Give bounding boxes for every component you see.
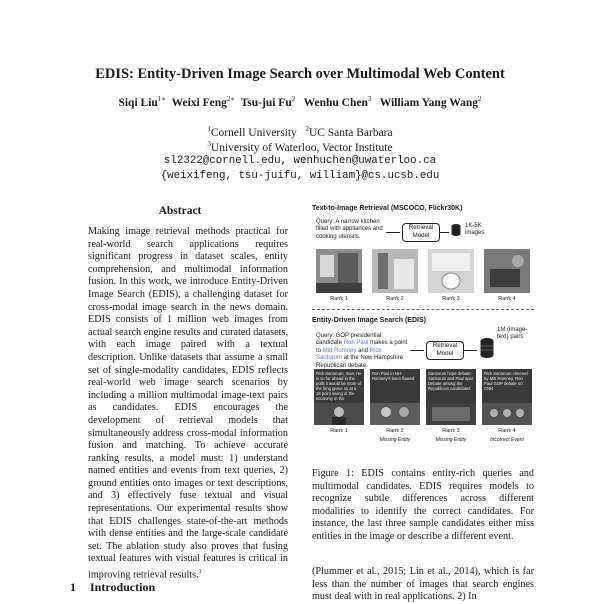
rank-label: Rank 1 [330,428,348,434]
section-number: 1 [70,580,76,594]
bathroom-photo [428,249,474,293]
candidate-card: Santorum hope debate: Santorum and Paul spar Debate among the Republican candidates [426,369,476,403]
section-title: Introduction [90,580,156,594]
email-line-2: {weixifeng, tsu-juifu, william}@cs.ucsb.edu [160,170,440,182]
database-icon [451,223,461,237]
author-name: Tsu-jui Fu [240,96,292,109]
author-sup: 1∗ [157,95,167,103]
query-entity: Ron Paul [343,340,369,347]
query-text: Query: GOP presidential candidate [316,333,382,347]
query-text: makes a point to [316,340,408,354]
author-list [0,95,600,109]
author-name: William Yang Wang [379,96,479,109]
clutter-photo [484,249,530,293]
abstract-body [88,226,288,582]
top-db-label: 1K-5K images [465,223,485,237]
figure-1 [312,205,534,463]
right-column-text: (Plummer et al., 2015; Lin et al., 2014), which is far less than the number of images that search engines must deal with in real applications. 2) In [312,566,534,603]
footnote-mark: 1 [198,569,202,576]
author-name: Siqi Liu [118,96,158,109]
rank-label: Rank 3 [442,428,460,434]
author-sup: 3 [367,95,372,103]
error-tag: Missing Entity [379,437,411,443]
debate-photo [482,403,532,425]
query-text: and [358,347,369,354]
abstract-text: Making image retrieval methods practical for real-world search applications requires significant progress in dataset scales, entity comprehension, and multimodal information fusion. In this work, we introduce Entity-Driven Image Search (EDIS), a challenging dataset for cross-modal image search in the news domain. EDIS consists of 1 million web images from actual search engine results and curated datasets, with each image paired with a textual description. Unlike datasets that assume a small set of single-modality candidates, EDIS reflects real-world web image search scenarios by including a million multimodal image-text pairs as candidates. EDIS encourages the development of retrieval models that simultaneously address cross-modal information fusion and matching. To achieve accurate ranking results, a model must: 1) understand named entities and events from text queries, 2) ground entities onto images or text descriptions, and 3) effectively fuse textual and visual representations. Our experimental results show that EDIS challenges state-of-the-art methods with dense entities and the large-scale candidate set. The ablation study also proves that fusing textual features with visual features is critical in improving retrieval results. [88,226,288,581]
affil-text: Cornell University [210,126,297,139]
top-query: Query: A narrow kitchen filled with appliances and cooking utensils. [316,219,383,240]
author-sup: 2 [478,95,482,103]
author-name: Weixi Feng [171,96,227,109]
figure-top-title: Text-to-Image Retrieval (MSCOCO, Flickr30K) [312,205,463,212]
author-sup: 2 [291,95,296,103]
affil-sup: 1 [207,125,211,133]
query-entity: Mitt Romney [322,347,357,354]
debate-photo [370,403,420,425]
rank-label: Rank 4 [498,428,516,434]
affiliation-line-2 [0,140,600,154]
affiliation-line-1 [0,125,600,139]
query-entity: Rick Santorum [316,347,382,362]
affil-text: University of Waterloo, Vector Institute [210,141,393,154]
debate-photo [426,403,476,425]
arrow [410,350,424,351]
candidate-card: Ron Paul in NH: Romney's been flawed [370,369,420,403]
abstract-heading: Abstract [158,205,202,217]
retrieval-model-box: Retrieval Model [402,223,440,242]
arrow [386,232,400,233]
query-text: at the New Hampshire Republican debate. [316,355,404,369]
section-heading-introduction [70,580,155,595]
retrieval-model-box: Retrieval Model [426,341,464,360]
candidate-card: Rick Santorum cheered by Mitt Romney, Ron Paul GOP debate on CNN [482,369,532,403]
paper-title: EDIS: Entity-Driven Image Search over Multimodal Web Content [95,66,505,82]
database-icon [480,337,494,359]
email-line-1: sl2322@cornell.edu, wenhuchen@uwaterloo.ca [163,155,437,167]
kitchen-photo [316,249,362,293]
bottom-db-label: 1M (image-text) pairs [497,327,528,341]
candidate-card: Rick Santorum, man, He is so far ahead in the polls it would be more of the long game so at a 15 point swing of the economy in the [314,369,364,403]
debate-photo [314,403,364,425]
arrow [463,350,477,351]
affil-text: UC Santa Barbara [308,126,393,139]
author-name: Wenhu Chen [303,96,368,109]
error-tag: Incorrect Event [490,437,524,443]
affil-sup: 3 [207,140,211,148]
error-tag: Missing Entity [435,437,467,443]
figure-bottom-title: Entity-Driven Image Search (EDIS) [312,317,426,324]
figure-divider [312,309,534,310]
bottom-query [316,333,408,370]
rank-label: Rank 1 [330,296,348,302]
rank-label: Rank 3 [442,296,460,302]
affil-sup: 2 [305,125,309,133]
figure-caption: Figure 1: EDIS contains entity-rich queries and multimodal candidates. EDIS requires models to recognize subtle differences across different modalities to identify the correct candidates. For instance, the last three sample candidates either miss entities in the image or describe a different event. [312,468,534,542]
rank-label: Rank 4 [498,296,516,302]
kitchen-photo [372,249,418,293]
rank-label: Rank 2 [386,296,404,302]
author-sup: 2∗ [226,95,236,103]
rank-label: Rank 2 [386,428,404,434]
arrow [439,232,449,233]
